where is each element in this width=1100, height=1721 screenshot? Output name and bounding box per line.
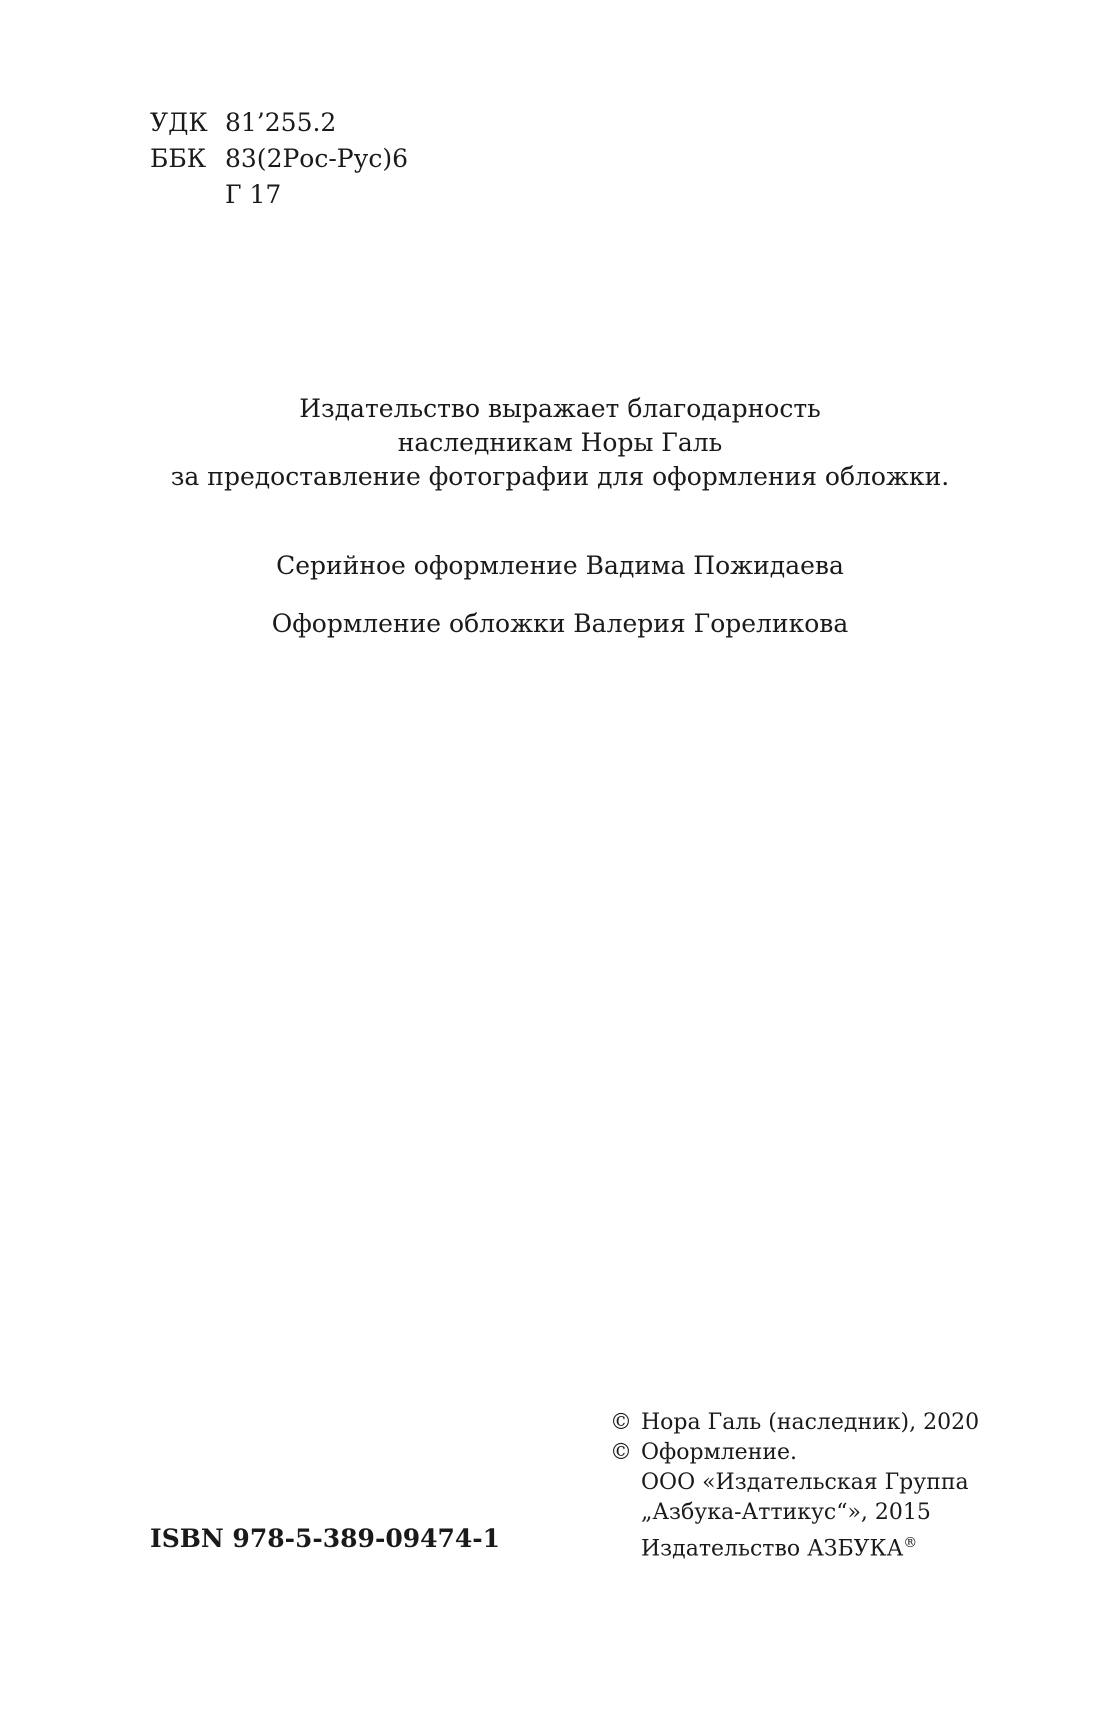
copyright-block xyxy=(610,1408,979,1564)
udk-row xyxy=(150,105,408,141)
copyright-text-3: ООО «Издательская Группа xyxy=(641,1470,969,1495)
author-mark xyxy=(150,177,408,213)
copyright-text-1: Нора Галь (наследник), 2020 xyxy=(641,1410,980,1435)
udk-value: 81’255.2 xyxy=(225,108,337,137)
copyright-text-2: Оформление. xyxy=(641,1440,798,1465)
classification-block xyxy=(150,105,408,213)
cover-design-credit: Оформление обложки Валерия Гореликова xyxy=(271,609,849,638)
copyright-text-4: „Азбука-Аттикус“», 2015 xyxy=(641,1500,931,1525)
copyright-icon: © xyxy=(610,1410,632,1435)
acknowledgement-block xyxy=(0,392,1100,494)
registered-trademark-icon: ® xyxy=(903,1535,918,1551)
acknowledgement-line-1: Издательство выражает благодарность xyxy=(299,394,821,423)
copyright-line-5 xyxy=(610,1528,979,1564)
acknowledgement-line-3: за предоставление фотографии для оформления обложки. xyxy=(170,462,950,491)
bbk-label: ББК xyxy=(150,144,207,173)
bbk-row xyxy=(150,141,408,177)
udk-label: УДК xyxy=(150,108,208,137)
copyright-line-2 xyxy=(610,1438,979,1468)
publisher-name: Издательство АЗБУКА xyxy=(641,1536,904,1562)
series-design-credit: Серийное оформление Вадима Пожидаева xyxy=(276,551,844,580)
copyright-icon: © xyxy=(610,1440,632,1465)
isbn: ISBN 978-5-389-09474-1 xyxy=(150,1524,501,1553)
bbk-value: 83(2Рос-Рус)6 xyxy=(225,144,408,173)
author-mark-value: Г 17 xyxy=(225,180,282,209)
copyright-line-1 xyxy=(610,1408,979,1438)
acknowledgement-line-2: наследникам Норы Галь xyxy=(397,428,723,457)
